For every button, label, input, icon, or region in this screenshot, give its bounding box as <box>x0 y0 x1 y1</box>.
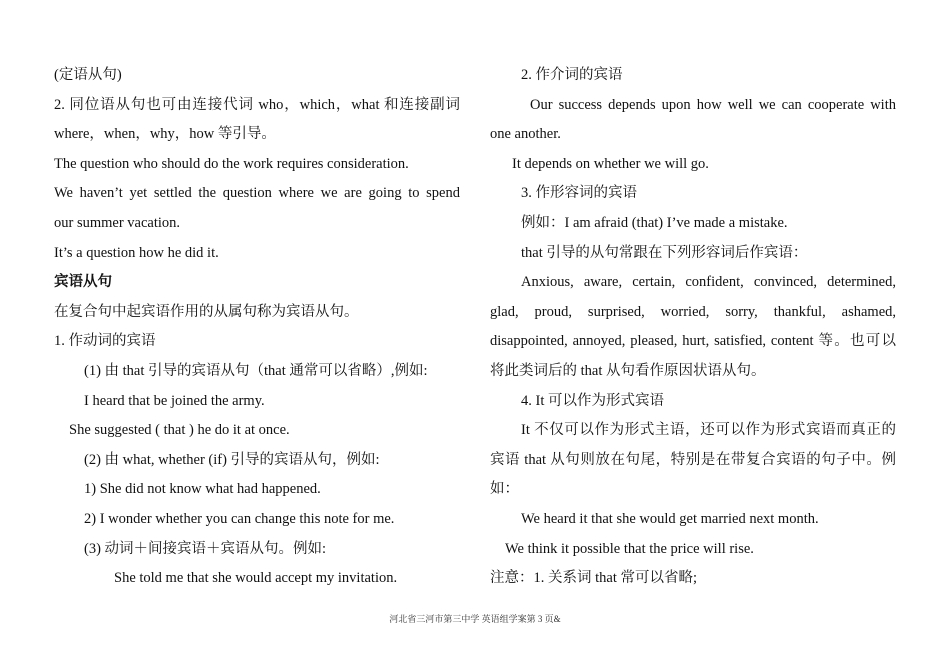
text-line: It 不仅可以作为形式主语，还可以作为形式宾语而真正的 <box>521 422 896 439</box>
text-line: 1. 作动词的宾语 <box>54 333 156 350</box>
text-line: 如： <box>490 481 519 498</box>
section-heading: 宾语从句 <box>54 274 112 291</box>
text-line: I heard that be joined the army. <box>84 392 265 409</box>
text-line: (定语从句) <box>54 67 122 83</box>
page-footer: 河北省三河市第三中学 英语组学案第 3 页& <box>389 614 561 624</box>
text-line: We haven’t yet settled the question where we are going to spend <box>54 185 460 202</box>
text-line: 在复合句中起宾语作用的从属句称为宾语从句。 <box>54 303 359 320</box>
text-line: our summer vacation. <box>54 214 181 231</box>
text-line: 宾语 that 从句则放在句尾，特别是在带复合宾语的句子中。例 <box>490 451 896 468</box>
text-line: (1) 由 that 引导的宾语从句（that 通常可以省略）,例如: <box>84 362 428 379</box>
text-line: Anxious, aware, certain, confident, convinced, determined, <box>521 274 896 291</box>
text-line: 2. 作介词的宾语 <box>521 67 623 83</box>
text-line: that 引导的从句常跟在下列形容词后作宾语： <box>521 244 808 261</box>
text-line: 1) She did not know what had happened. <box>84 481 321 498</box>
text-line: It depends on whether we will go. <box>512 155 709 172</box>
text-line: We heard it that she would get married next month. <box>521 510 819 527</box>
text-line: where，when，why，how 等引导。 <box>54 126 276 143</box>
text-line: She suggested ( that ) he do it at once. <box>69 422 290 439</box>
text-line: (3) 动词＋间接宾语＋宾语从句。例如: <box>84 540 327 557</box>
text-line: She told me that she would accept my invitation. <box>114 570 398 587</box>
text-line: 例如：I am afraid (that) I’ve made a mistake. <box>521 214 788 231</box>
text-line: 2. 同位语从句也可由连接代词 who，which，what 和连接副词 <box>54 96 460 113</box>
text-line: It’s a question how he did it. <box>54 244 219 261</box>
text-line: 4. It 可以作为形式宾语 <box>521 392 664 409</box>
text-line: (2) 由 what, whether (if) 引导的宾语从句，例如: <box>84 451 380 468</box>
text-line: 2) I wonder whether you can change this note for me. <box>84 510 395 527</box>
text-line: 将此类词后的 that 从句看作原因状语从句。 <box>490 362 766 379</box>
right-column <box>490 61 896 594</box>
text-line: glad, proud, surprised, worried, sorry, thankful, ashamed, <box>490 303 896 320</box>
text-line: disappointed, annoyed, pleased, hurt, satisfied, content 等。也可以 <box>490 333 896 350</box>
left-column <box>54 61 460 594</box>
text-line: The question who should do the work requires consideration. <box>54 155 409 172</box>
text-line: 注意：1. 关系词 that 常可以省略; <box>490 570 698 587</box>
text-line: We think it possible that the price will rise. <box>505 540 754 557</box>
text-line: 3. 作形容词的宾语 <box>521 185 637 202</box>
text-line: one another. <box>490 126 561 143</box>
text-line: Our success depends upon how well we can cooperate with <box>530 96 896 113</box>
